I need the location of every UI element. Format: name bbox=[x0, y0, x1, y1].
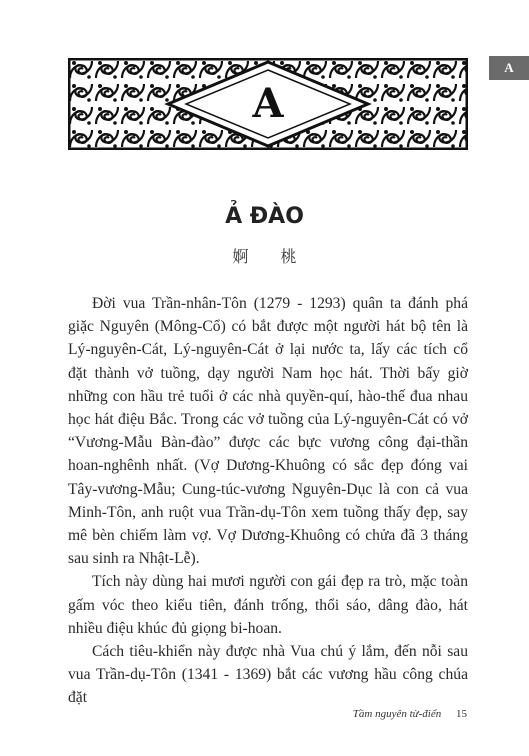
banner-letter: A bbox=[252, 80, 284, 127]
ornamental-banner bbox=[68, 58, 468, 150]
entry-body bbox=[68, 292, 468, 710]
entry-title: Ả ĐÀO bbox=[225, 204, 304, 229]
paragraph: Tích này dùng hai mươi người con gái đẹp ra trò, mặc toàn gấm vóc theo kiểu tiên, đánh trống, thổi sáo, dâng đào, hát nhiều điệu khúc đủ giọng bi-hoan. bbox=[68, 573, 468, 637]
page-footer bbox=[353, 708, 467, 720]
entry-chinese-characters: 婀 桃 bbox=[232, 249, 311, 266]
paragraph: Cách tiêu-khiển này được nhà Vua chú ý lắm, đến nỗi sau vua Trần-dụ-Tôn (1341 - 1369) bắt các vương hầu công chúa đặt bbox=[68, 643, 468, 707]
footer-book-title: Tầm nguyên từ-điển bbox=[352, 708, 442, 720]
page-number: 15 bbox=[456, 708, 467, 720]
section-tab: A bbox=[489, 56, 529, 80]
paragraph: Đời vua Trần-nhân-Tôn (1279 - 1293) quân ta đánh phá giặc Nguyên (Mông-Cổ) có bắt được một người hát bộ tên là Lý-nguyên-Cát, Lý-nguyên-Cát ở lại nước ta, lấy các tích cổ đặt thành vở tuồng, dạy người Nam học hát. Thời bấy giờ những con hầu trẻ tuổi ở các nhà quyền-quí, hào-thế đua nhau học hát điệu Bắc. Trong các vở tuồng của Lý-nguyên-Cát có vở “Vương-Mẫu Bàn-đào” được các bực vương công đại-thần hoan-nghênh nhất. (Vợ Dương-Khuông có sắc đẹp đóng vai Tây-vương-Mẫu; Cung-túc-vương Nguyên-Dục là con cả vua Minh-Tôn, anh ruột vua Trần-dụ-Tôn xem tuồng thấy đẹp, say mê bèn chiếm làm vợ. Vợ Dương-Khuông có chửa đã 3 tháng sau sinh ra Nhật-Lễ). bbox=[68, 295, 468, 568]
